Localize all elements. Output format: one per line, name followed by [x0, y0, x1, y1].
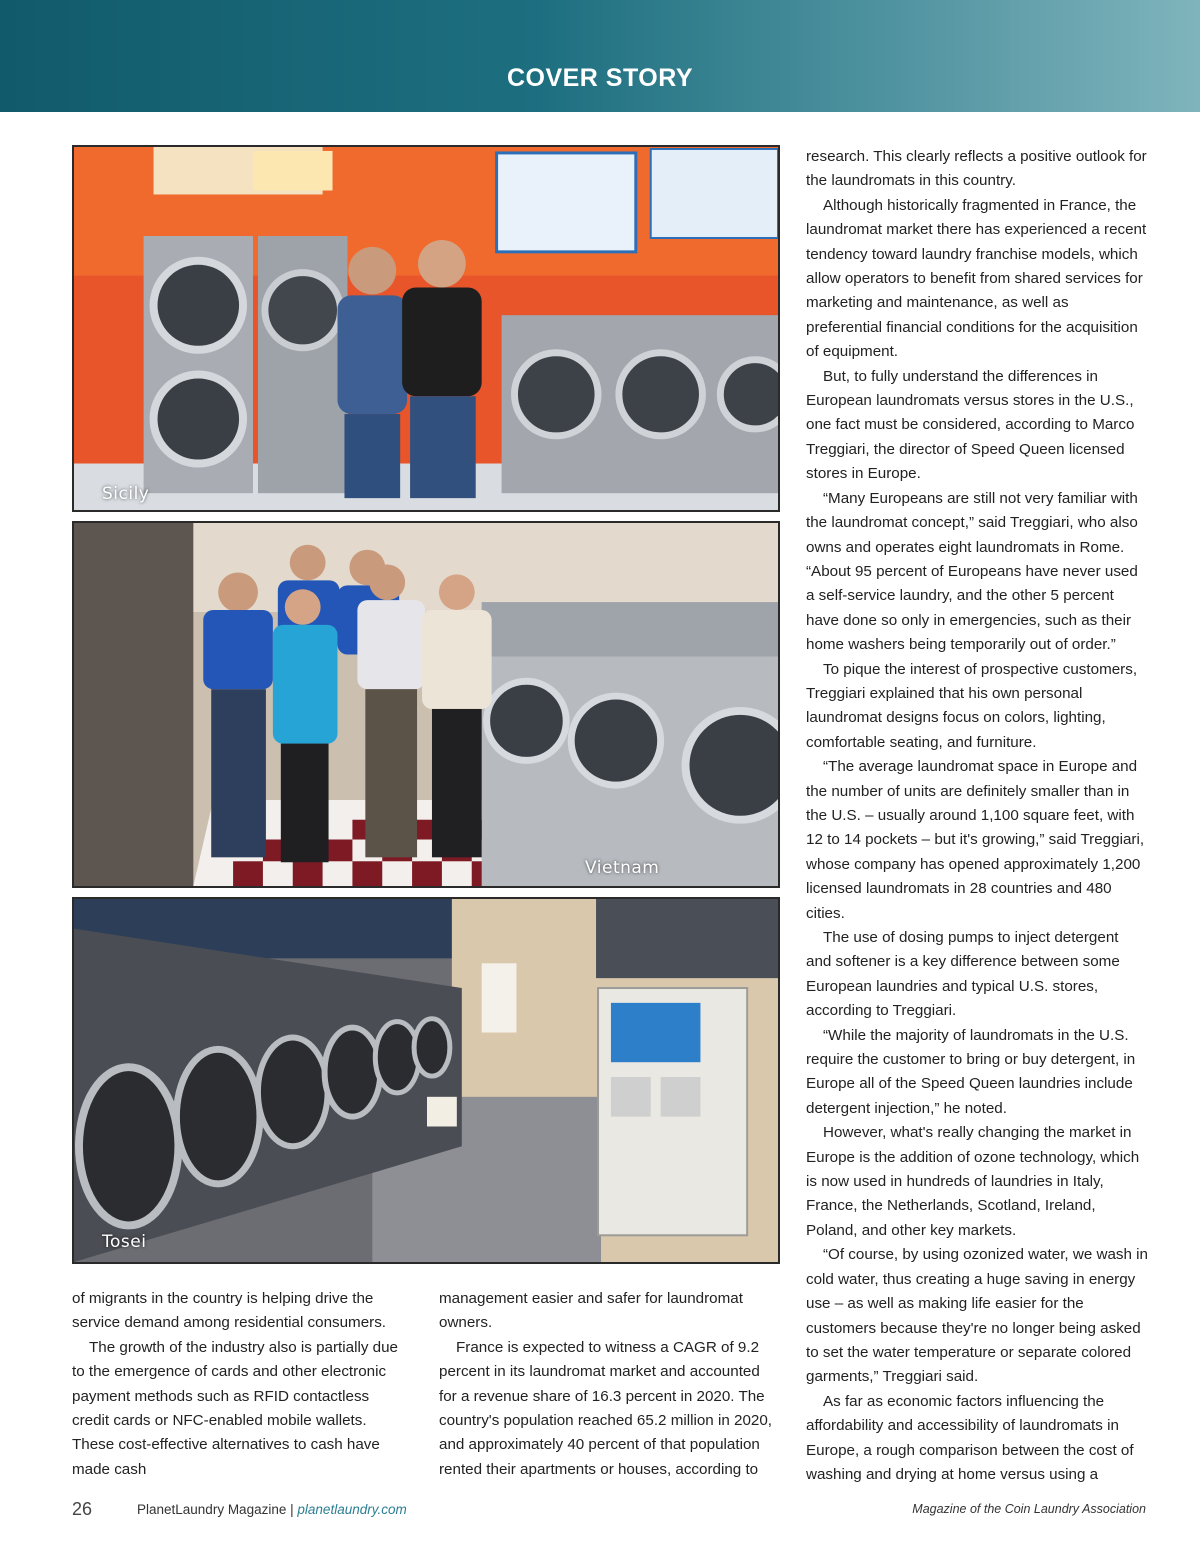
magazine-url-link[interactable]: planetlaundry.com	[297, 1502, 407, 1517]
footer-magazine	[137, 1502, 407, 1517]
paragraph: However, what's really changing the market in Europe is the addition of ozone technology, which is now used in hundreds of laundries in Italy, France, the Netherlands, Scotland, Ireland, Poland, and other key markets.	[806, 1124, 1140, 1239]
text-column-left	[72, 1287, 404, 1482]
magazine-name: PlanetLaundry Magazine	[137, 1502, 287, 1517]
footer-separator: |	[290, 1502, 294, 1517]
paragraph: management easier and safer for laundromat owners.	[439, 1290, 743, 1332]
photo-sicily-image	[74, 147, 778, 510]
paragraph: research. This clearly reflects a positive outlook for the laundromats in this country.	[806, 148, 1147, 190]
footer-association: Magazine of the Coin Laundry Association	[912, 1502, 1146, 1516]
paragraph: Although historically fragmented in France, the laundromat market there has experienced a recent tendency toward laundry franchise models, which allow operators to benefit from shared services for marketing and maintenance, as well as preferential financial conditions for the acquisition of equipment.	[806, 196, 1147, 361]
paragraph: “Many Europeans are still not very familiar with the laundromat concept,” said Treggiari, who also owns and operates eight laundromats in Rome. “About 95 percent of Europeans have never used a self-service laundry, and the other 5 percent have done so only in emergencies, such as their home washers being temporarily out of order.”	[806, 489, 1138, 654]
text-column-middle	[439, 1287, 781, 1482]
paragraph: “Of course, by using ozonized water, we wash in cold water, thus creating a huge saving in energy use – as well as making life easier for the customers because they're no longer being asked to set the water temperature or separate colored garments,” Treggiari said.	[806, 1246, 1149, 1386]
paragraph: The use of dosing pumps to inject detergent and softener is a key difference between some European laundries and typical U.S. stores, according to Treggiari.	[806, 929, 1120, 1020]
photo-caption: Sicily	[102, 484, 150, 504]
paragraph: The growth of the industry also is partially due to the emergence of cards and other electronic payment methods such as RFID contactless credit cards or NFC-enabled mobile wallets. These cost-effective alternatives to cash have made cash	[72, 1338, 398, 1478]
paragraph: “While the majority of laundromats in the U.S. require the customer to bring or buy detergent, in Europe all of the Speed Queen laundries include detergent injection,” he noted.	[806, 1026, 1136, 1117]
page-number: 26	[72, 1499, 93, 1519]
paragraph: But, to fully understand the differences in European laundromats versus stores in the U.S., one fact must be considered, according to Marco Treggiari, the director of Speed Queen licensed stores in Europe.	[806, 367, 1135, 483]
paragraph: “The average laundromat space in Europe and the number of units are definitely smaller than in the U.S. – usually around 1,100 square feet, with 12 to 14 pockets – but it's growing,” said Treggiari, whose company has opened approximately 1,200 licensed laundromats in 28 countries and 480 cities.	[806, 758, 1145, 922]
photo-caption: Tosei	[102, 1232, 147, 1252]
paragraph: France is expected to witness a CAGR of 9.2 percent in its laundromat market and accounted for a revenue share of 16.3 percent in 2020. The country's population reached 65.2 million in 2020, and approximately 40 percent of that population rented their apartments or houses, according to	[439, 1338, 773, 1478]
photo-caption: Vietnam	[585, 858, 660, 878]
photo-tosei-image	[74, 899, 778, 1262]
photo-tosei	[72, 897, 780, 1264]
section-title: COVER STORY	[506, 64, 694, 92]
paragraph: To pique the interest of prospective customers, Treggiari explained that his own personal laundromat designs focus on colors, lighting, comfortable seating, and furniture.	[806, 660, 1138, 751]
photo-sicily	[72, 145, 780, 512]
text-column-right	[806, 145, 1148, 1487]
section-header	[0, 0, 1200, 112]
photo-vietnam	[72, 521, 780, 888]
paragraph: of migrants in the country is helping drive the service demand among residential consumers.	[72, 1290, 387, 1332]
photo-vietnam-image	[74, 523, 778, 886]
paragraph: As far as economic factors influencing the affordability and accessibility of laundromats in Europe, a rough comparison between the cost of washing and drying at home versus using a	[806, 1392, 1134, 1483]
